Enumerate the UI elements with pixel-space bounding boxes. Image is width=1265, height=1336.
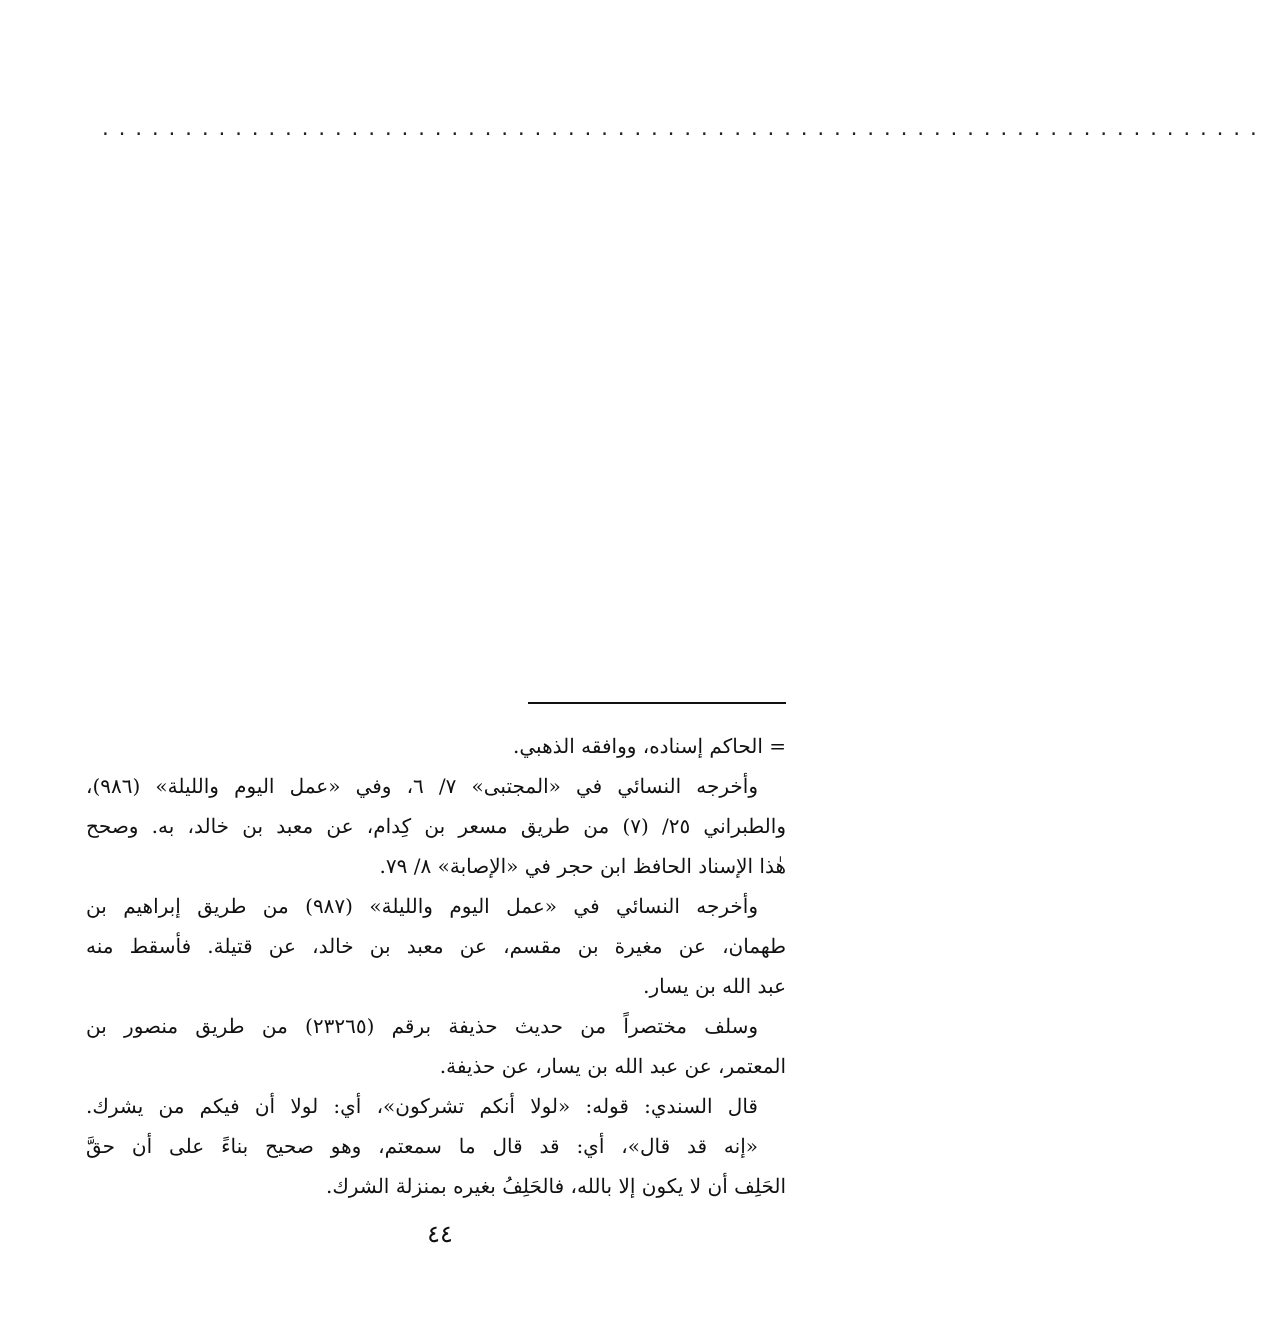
footnote-paragraph-5 <box>86 1086 786 1206</box>
footnote-line: وسلف مختصراً من حديث حذيفة برقم (٢٣٢٦٥) من طريق منصور بن <box>86 1014 758 1038</box>
footnote-line: قال السندي: قوله: «لولا أنكم تشركون»، أي: لولا أن فيكم من يشرك. <box>86 1094 758 1118</box>
footnote-line: = الحاكم إسناده، ووافقه الذهبي. <box>513 734 786 758</box>
footnote-paragraph-3 <box>86 886 786 1006</box>
footnote-line: طهمان، عن مغيرة بن مقسم، عن معبد بن خالد، عن قتيلة. فأسقط منه <box>86 934 786 958</box>
footnote-rule <box>528 702 786 704</box>
footnote-line: «إنه قد قال»، أي: قد قال ما سمعتم، وهو صحيح بناءً على أن حقَّ <box>86 1134 758 1158</box>
footnote-line: عبد الله بن يسار. <box>643 974 786 998</box>
page-number: ٤٤ <box>427 1220 453 1248</box>
footnote-paragraph-1 <box>86 726 786 766</box>
footnote-paragraph-2 <box>86 766 786 886</box>
footnotes-block <box>86 726 786 1206</box>
footnote-line: الحَلِف أن لا يكون إلا بالله، فالحَلِفُ بغيره بمنزلة الشرك. <box>325 1174 786 1198</box>
footnote-line: والطبراني ٢٥/ (٧) من طريق مسعر بن كِدام، عن معبد بن خالد، به. وصحح <box>86 814 786 838</box>
footnote-paragraph-4 <box>86 1006 786 1086</box>
footnote-line: وأخرجه النسائي في «عمل اليوم والليلة» (٩٨٧) من طريق إبراهيم بن <box>86 894 758 918</box>
dotted-separator: ...................................................................... <box>100 119 1265 140</box>
footnote-line: هٰذا الإسناد الحافظ ابن حجر في «الإصابة» ٨/ ٧٩. <box>379 854 786 878</box>
footnote-line: المعتمر، عن عبد الله بن يسار، عن حذيفة. <box>439 1054 786 1078</box>
footnote-line: وأخرجه النسائي في «المجتبى» ٧/ ٦، وفي «عمل اليوم والليلة» (٩٨٦)، <box>86 774 758 798</box>
